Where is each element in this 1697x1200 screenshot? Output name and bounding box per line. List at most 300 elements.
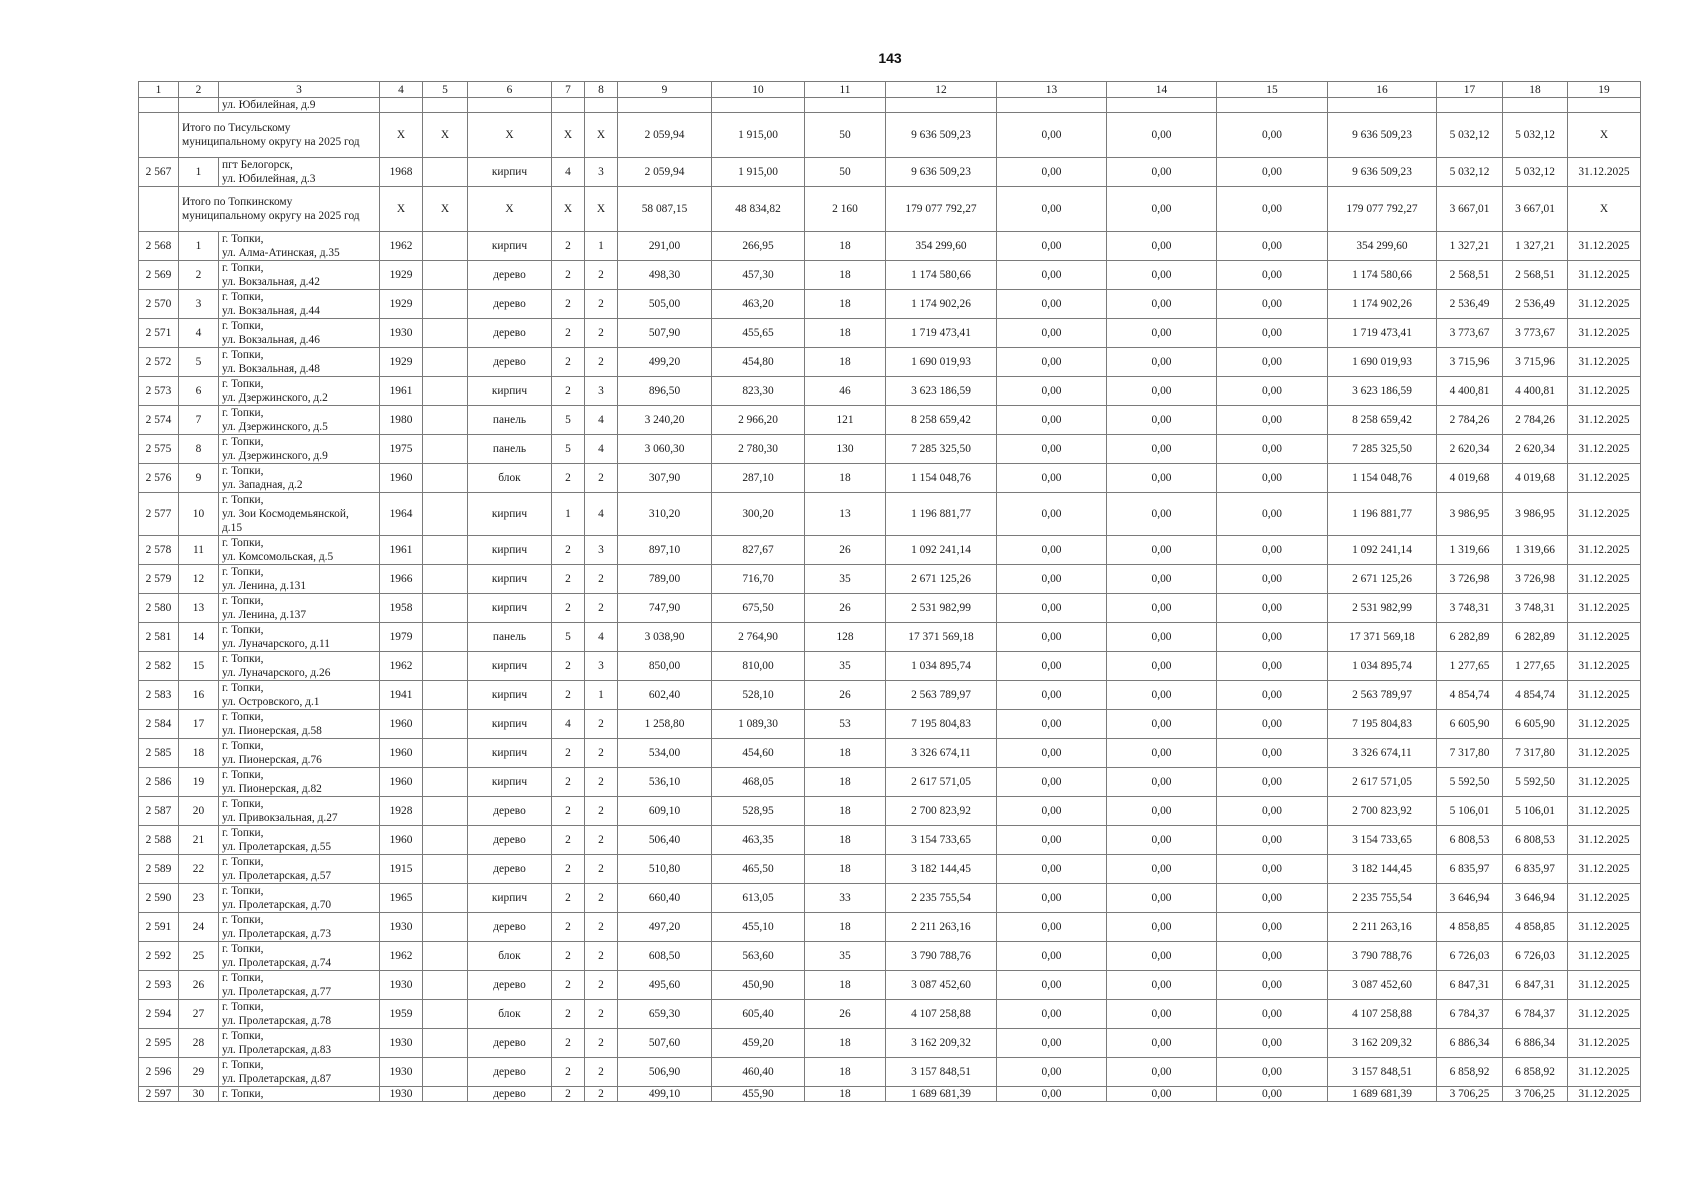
wall-material-cell: кирпич	[468, 377, 552, 406]
cost-total-cell: 2 211 263,16	[886, 913, 997, 942]
cost-13-cell: 0,00	[997, 261, 1107, 290]
column-number-5: 5	[423, 82, 468, 98]
total-area-cell: 506,90	[618, 1058, 712, 1087]
living-area-cell: 1 915,00	[712, 113, 805, 158]
cost-16-cell: 3 790 788,76	[1328, 942, 1437, 971]
cost-14-cell: 0,00	[1107, 1000, 1217, 1029]
col-5-cell	[423, 739, 468, 768]
cost-total-cell: 3 157 848,51	[886, 1058, 997, 1087]
address-line: ул. Западная, д.2	[222, 479, 303, 491]
cost-13-cell: 0,00	[997, 290, 1107, 319]
local-number-cell: 22	[179, 855, 219, 884]
floors-cell: 2	[552, 942, 585, 971]
cost-16-cell: 7 285 325,50	[1328, 435, 1437, 464]
cost-total-cell: 1 719 473,41	[886, 319, 997, 348]
residents-cell: 18	[805, 1058, 886, 1087]
wall-material-cell: дерево	[468, 855, 552, 884]
wall-material-cell: дерево	[468, 797, 552, 826]
row-number-cell: 2 570	[139, 290, 179, 319]
cost-16-cell: 1 689 681,39	[1328, 1087, 1437, 1102]
wall-material-cell: блок	[468, 942, 552, 971]
col-5-cell	[423, 493, 468, 536]
unit-cost-cell: 6 282,89	[1437, 623, 1503, 652]
unit-cost-limit-cell: 6 858,92	[1503, 1058, 1568, 1087]
cost-16-cell: 1 034 895,74	[1328, 652, 1437, 681]
cost-total-cell: 1 196 881,77	[886, 493, 997, 536]
address-line: ул. Пролетарская, д.57	[222, 870, 332, 882]
unit-cost-limit-cell: 6 605,90	[1503, 710, 1568, 739]
address-cell	[219, 319, 380, 348]
address-cell	[219, 1087, 380, 1102]
year-built-cell: Х	[380, 187, 423, 232]
deadline-cell: 31.12.2025	[1568, 739, 1641, 768]
row-number-cell: 2 587	[139, 797, 179, 826]
total-label: Итого по Тисульскому муниципальному округу на 2025 год	[179, 113, 380, 158]
cost-14-cell: 0,00	[1107, 710, 1217, 739]
residents-cell: 35	[805, 652, 886, 681]
residents-cell: 18	[805, 1087, 886, 1102]
total-area-cell: 507,90	[618, 319, 712, 348]
row-number-cell: 2 591	[139, 913, 179, 942]
residents-cell: 26	[805, 681, 886, 710]
address-cell	[219, 681, 380, 710]
table-row	[139, 1087, 1641, 1102]
unit-cost-cell: 6 726,03	[1437, 942, 1503, 971]
unit-cost-cell: 3 726,98	[1437, 565, 1503, 594]
address-line: г. Топки,	[222, 943, 264, 955]
address-cell	[219, 594, 380, 623]
floors-cell: Х	[552, 113, 585, 158]
floors-cell: 2	[552, 232, 585, 261]
cost-13-cell: 0,00	[997, 942, 1107, 971]
row-number-cell: 2 597	[139, 1087, 179, 1102]
address-line: ул. Вокзальная, д.46	[222, 334, 320, 346]
col-5-cell: Х	[423, 113, 468, 158]
housing-register-table	[138, 81, 1641, 1102]
wall-material-cell: кирпич	[468, 768, 552, 797]
unit-cost-limit-cell: 1 319,66	[1503, 536, 1568, 565]
row-number-cell: 2 572	[139, 348, 179, 377]
total-area-cell: 789,00	[618, 565, 712, 594]
floors-cell: 5	[552, 623, 585, 652]
year-built-cell: 1960	[380, 464, 423, 493]
unit-cost-cell: 3 646,94	[1437, 884, 1503, 913]
address-cell	[219, 464, 380, 493]
unit-cost-limit-cell: 3 706,25	[1503, 1087, 1568, 1102]
local-number-cell: 13	[179, 594, 219, 623]
residents-cell: 18	[805, 826, 886, 855]
deadline-cell: Х	[1568, 187, 1641, 232]
address-cell	[219, 826, 380, 855]
local-number-cell: 14	[179, 623, 219, 652]
unit-cost-limit-cell: 6 847,31	[1503, 971, 1568, 1000]
address-cell	[219, 971, 380, 1000]
row-number-cell: 2 584	[139, 710, 179, 739]
row-number-cell: 2 568	[139, 232, 179, 261]
address-line: ул. Пролетарская, д.73	[222, 928, 332, 940]
entrances-cell: 3	[585, 377, 618, 406]
deadline-cell: 31.12.2025	[1568, 1000, 1641, 1029]
deadline-cell: 31.12.2025	[1568, 623, 1641, 652]
living-area-cell: 810,00	[712, 652, 805, 681]
entrances-cell: 2	[585, 594, 618, 623]
cost-16-cell: 3 326 674,11	[1328, 739, 1437, 768]
row-number-cell: 2 576	[139, 464, 179, 493]
entrances-cell: 4	[585, 623, 618, 652]
col-5-cell	[423, 158, 468, 187]
table-row	[139, 435, 1641, 464]
floors-cell: 2	[552, 464, 585, 493]
cost-16-cell: 354 299,60	[1328, 232, 1437, 261]
unit-cost-cell: 4 858,85	[1437, 913, 1503, 942]
cost-14-cell: 0,00	[1107, 1087, 1217, 1102]
address-cell	[219, 158, 380, 187]
floors-cell: 2	[552, 1058, 585, 1087]
column-number-6: 6	[468, 82, 552, 98]
floors-cell: 2	[552, 1000, 585, 1029]
cost-total-cell: 3 790 788,76	[886, 942, 997, 971]
cost-15-cell: 0,00	[1217, 406, 1328, 435]
cost-13-cell: 0,00	[997, 855, 1107, 884]
address-line: ул. Луначарского, д.26	[222, 667, 331, 679]
floors-cell: 2	[552, 594, 585, 623]
residents-cell: 18	[805, 348, 886, 377]
address-line: г. Топки,	[222, 407, 264, 419]
unit-cost-cell: 2 536,49	[1437, 290, 1503, 319]
cost-16-cell: 3 087 452,60	[1328, 971, 1437, 1000]
unit-cost-limit-cell: 4 854,74	[1503, 681, 1568, 710]
cost-15-cell: 0,00	[1217, 710, 1328, 739]
residents-cell: 18	[805, 971, 886, 1000]
deadline-cell: 31.12.2025	[1568, 1087, 1641, 1102]
cost-13-cell: 0,00	[997, 623, 1107, 652]
local-number-cell: 1	[179, 158, 219, 187]
wall-material-cell: блок	[468, 464, 552, 493]
cost-15-cell: 0,00	[1217, 565, 1328, 594]
cost-total-cell: 3 087 452,60	[886, 971, 997, 1000]
living-area-cell: 2 780,30	[712, 435, 805, 464]
address-line: г. Топки,	[222, 798, 264, 810]
empty-cell	[179, 98, 219, 113]
total-area-cell: 3 038,90	[618, 623, 712, 652]
col-5-cell	[423, 565, 468, 594]
unit-cost-limit-cell: 3 667,01	[1503, 187, 1568, 232]
living-area-cell: 460,40	[712, 1058, 805, 1087]
cost-14-cell: 0,00	[1107, 435, 1217, 464]
residents-cell: 26	[805, 1000, 886, 1029]
total-area-cell: 506,40	[618, 826, 712, 855]
wall-material-cell: дерево	[468, 971, 552, 1000]
local-number-cell: 26	[179, 971, 219, 1000]
cost-15-cell: 0,00	[1217, 348, 1328, 377]
wall-material-cell: кирпич	[468, 594, 552, 623]
cost-16-cell: 9 636 509,23	[1328, 113, 1437, 158]
floors-cell: 2	[552, 536, 585, 565]
wall-material-cell: дерево	[468, 1087, 552, 1102]
total-area-cell: 536,10	[618, 768, 712, 797]
floors-cell: 1	[552, 493, 585, 536]
wall-material-cell: дерево	[468, 319, 552, 348]
cost-14-cell: 0,00	[1107, 348, 1217, 377]
cost-14-cell: 0,00	[1107, 536, 1217, 565]
entrances-cell: 3	[585, 652, 618, 681]
address-line: ул. Пролетарская, д.77	[222, 986, 332, 998]
residents-cell: 50	[805, 158, 886, 187]
floors-cell: 2	[552, 1029, 585, 1058]
unit-cost-cell: 4 854,74	[1437, 681, 1503, 710]
year-built-cell: 1960	[380, 739, 423, 768]
local-number-cell: 15	[179, 652, 219, 681]
table-row	[139, 710, 1641, 739]
entrances-cell: 2	[585, 884, 618, 913]
wall-material-cell: дерево	[468, 290, 552, 319]
entrances-cell: 2	[585, 797, 618, 826]
row-number-cell: 2 567	[139, 158, 179, 187]
residents-cell: 18	[805, 232, 886, 261]
cost-15-cell: 0,00	[1217, 884, 1328, 913]
address-line: ул. Пролетарская, д.74	[222, 957, 332, 969]
table-row	[139, 797, 1641, 826]
address-line: г. Топки,	[222, 1059, 264, 1071]
deadline-cell: 31.12.2025	[1568, 158, 1641, 187]
table-row	[139, 1058, 1641, 1087]
local-number-cell: 30	[179, 1087, 219, 1102]
living-area-cell: 468,05	[712, 768, 805, 797]
floors-cell: 2	[552, 739, 585, 768]
year-built-cell: 1915	[380, 855, 423, 884]
year-built-cell: 1929	[380, 290, 423, 319]
address-line: ул. Пионерская, д.82	[222, 783, 322, 795]
col-5-cell	[423, 1058, 468, 1087]
year-built-cell: 1964	[380, 493, 423, 536]
floors-cell: 2	[552, 855, 585, 884]
empty-cell	[1217, 98, 1328, 113]
deadline-cell: 31.12.2025	[1568, 797, 1641, 826]
unit-cost-limit-cell: 2 784,26	[1503, 406, 1568, 435]
col-5-cell	[423, 768, 468, 797]
cost-total-cell: 1 154 048,76	[886, 464, 997, 493]
address-line: ул. Луначарского, д.11	[222, 638, 330, 650]
entrances-cell: 2	[585, 1000, 618, 1029]
cost-13-cell: 0,00	[997, 348, 1107, 377]
cost-16-cell: 8 258 659,42	[1328, 406, 1437, 435]
year-built-cell: Х	[380, 113, 423, 158]
col-5-cell	[423, 319, 468, 348]
column-number-15: 15	[1217, 82, 1328, 98]
year-built-cell: 1968	[380, 158, 423, 187]
deadline-cell: 31.12.2025	[1568, 290, 1641, 319]
residents-cell: 35	[805, 565, 886, 594]
living-area-cell: 455,10	[712, 913, 805, 942]
address-line: пгт Белогорск,	[222, 159, 293, 171]
cost-16-cell: 1 174 902,26	[1328, 290, 1437, 319]
address-line: ул. Пролетарская, д.83	[222, 1044, 332, 1056]
entrances-cell: 2	[585, 565, 618, 594]
table-row	[139, 158, 1641, 187]
entrances-cell: 2	[585, 290, 618, 319]
entrances-cell: 1	[585, 681, 618, 710]
year-built-cell: 1930	[380, 1058, 423, 1087]
address-line: ул. Островского, д.1	[222, 696, 320, 708]
unit-cost-limit-cell: 3 726,98	[1503, 565, 1568, 594]
address-cell	[219, 1029, 380, 1058]
cost-13-cell: 0,00	[997, 435, 1107, 464]
unit-cost-cell: 6 605,90	[1437, 710, 1503, 739]
cost-14-cell: 0,00	[1107, 855, 1217, 884]
cost-13-cell: 0,00	[997, 1029, 1107, 1058]
unit-cost-cell: 1 327,21	[1437, 232, 1503, 261]
table-row	[139, 290, 1641, 319]
cost-13-cell: 0,00	[997, 232, 1107, 261]
continuation-address: ул. Юбилейная, д.9	[219, 98, 380, 113]
continuation-row	[139, 98, 1641, 113]
col-5-cell	[423, 797, 468, 826]
local-number-cell: 5	[179, 348, 219, 377]
address-line: г. Топки,	[222, 1088, 264, 1100]
address-cell	[219, 348, 380, 377]
unit-cost-limit-cell: 3 773,67	[1503, 319, 1568, 348]
local-number-cell: 3	[179, 290, 219, 319]
living-area-cell: 459,20	[712, 1029, 805, 1058]
floors-cell: 2	[552, 319, 585, 348]
row-number-cell: 2 588	[139, 826, 179, 855]
cost-14-cell: 0,00	[1107, 681, 1217, 710]
deadline-cell: 31.12.2025	[1568, 942, 1641, 971]
address-line: г. Топки,	[222, 494, 264, 506]
cost-total-cell: 3 162 209,32	[886, 1029, 997, 1058]
wall-material-cell: дерево	[468, 348, 552, 377]
table-body	[139, 82, 1641, 1102]
unit-cost-cell: 6 835,97	[1437, 855, 1503, 884]
column-number-9: 9	[618, 82, 712, 98]
cost-13-cell: 0,00	[997, 681, 1107, 710]
cost-total-cell: 7 285 325,50	[886, 435, 997, 464]
cost-total-cell: 7 195 804,83	[886, 710, 997, 739]
cost-16-cell: 2 211 263,16	[1328, 913, 1437, 942]
address-cell	[219, 855, 380, 884]
year-built-cell: 1980	[380, 406, 423, 435]
col-5-cell: Х	[423, 187, 468, 232]
row-number-cell: 2 596	[139, 1058, 179, 1087]
cost-15-cell: 0,00	[1217, 623, 1328, 652]
address-line: ул. Пионерская, д.76	[222, 754, 322, 766]
living-area-cell: 827,67	[712, 536, 805, 565]
entrances-cell: 2	[585, 942, 618, 971]
cost-13-cell: 0,00	[997, 187, 1107, 232]
table-row	[139, 406, 1641, 435]
unit-cost-cell: 7 317,80	[1437, 739, 1503, 768]
cost-14-cell: 0,00	[1107, 565, 1217, 594]
deadline-cell: 31.12.2025	[1568, 1029, 1641, 1058]
residents-cell: 18	[805, 913, 886, 942]
total-area-cell: 505,00	[618, 290, 712, 319]
cost-15-cell: 0,00	[1217, 261, 1328, 290]
row-number-cell: 2 573	[139, 377, 179, 406]
residents-cell: 46	[805, 377, 886, 406]
living-area-cell: 454,60	[712, 739, 805, 768]
cost-14-cell: 0,00	[1107, 1058, 1217, 1087]
living-area-cell: 2 966,20	[712, 406, 805, 435]
total-row	[139, 113, 1641, 158]
floors-cell: 2	[552, 377, 585, 406]
year-built-cell: 1929	[380, 348, 423, 377]
wall-material-cell: дерево	[468, 913, 552, 942]
local-number-cell: 4	[179, 319, 219, 348]
local-number-cell: 18	[179, 739, 219, 768]
col-5-cell	[423, 826, 468, 855]
col-5-cell	[423, 1000, 468, 1029]
address-line: ул. Ленина, д.137	[222, 609, 307, 621]
address-line: ул. Привокзальная, д.27	[222, 812, 338, 824]
unit-cost-limit-cell: 1 277,65	[1503, 652, 1568, 681]
unit-cost-limit-cell: 6 808,53	[1503, 826, 1568, 855]
local-number-cell: 12	[179, 565, 219, 594]
address-line: ул. Вокзальная, д.42	[222, 276, 320, 288]
year-built-cell: 1961	[380, 377, 423, 406]
cost-15-cell: 0,00	[1217, 536, 1328, 565]
address-cell	[219, 1000, 380, 1029]
floors-cell: 2	[552, 290, 585, 319]
address-cell	[219, 797, 380, 826]
cost-16-cell: 3 154 733,65	[1328, 826, 1437, 855]
row-number-cell: 2 592	[139, 942, 179, 971]
living-area-cell: 2 764,90	[712, 623, 805, 652]
floors-cell: 2	[552, 971, 585, 1000]
address-line: ул. Алма-Атинская, д.35	[222, 247, 340, 259]
cost-14-cell: 0,00	[1107, 652, 1217, 681]
living-area-cell: 1 915,00	[712, 158, 805, 187]
living-area-cell: 528,10	[712, 681, 805, 710]
deadline-cell: 31.12.2025	[1568, 768, 1641, 797]
floors-cell: 2	[552, 348, 585, 377]
cost-15-cell: 0,00	[1217, 377, 1328, 406]
residents-cell: 18	[805, 319, 886, 348]
row-number-cell: 2 582	[139, 652, 179, 681]
address-cell	[219, 913, 380, 942]
unit-cost-limit-cell: 6 784,37	[1503, 1000, 1568, 1029]
unit-cost-limit-cell: 5 106,01	[1503, 797, 1568, 826]
cost-total-cell: 1 174 902,26	[886, 290, 997, 319]
row-number-cell: 2 590	[139, 884, 179, 913]
total-area-cell: 747,90	[618, 594, 712, 623]
empty-cell	[380, 98, 423, 113]
living-area-cell: 454,80	[712, 348, 805, 377]
deadline-cell: 31.12.2025	[1568, 435, 1641, 464]
deadline-cell: 31.12.2025	[1568, 348, 1641, 377]
cost-total-cell: 2 700 823,92	[886, 797, 997, 826]
row-number-cell: 2 594	[139, 1000, 179, 1029]
year-built-cell: 1930	[380, 1087, 423, 1102]
empty-cell	[139, 187, 179, 232]
cost-15-cell: 0,00	[1217, 971, 1328, 1000]
year-built-cell: 1941	[380, 681, 423, 710]
col-5-cell	[423, 536, 468, 565]
unit-cost-limit-cell: 6 886,34	[1503, 1029, 1568, 1058]
address-line: ул. Юбилейная, д.3	[222, 173, 316, 185]
table-row	[139, 377, 1641, 406]
floors-cell: 2	[552, 1087, 585, 1102]
local-number-cell: 9	[179, 464, 219, 493]
wall-material-cell: кирпич	[468, 565, 552, 594]
cost-13-cell: 0,00	[997, 377, 1107, 406]
total-area-cell: 499,10	[618, 1087, 712, 1102]
cost-15-cell: 0,00	[1217, 594, 1328, 623]
page-number: 143	[878, 50, 902, 66]
unit-cost-cell: 2 568,51	[1437, 261, 1503, 290]
year-built-cell: 1975	[380, 435, 423, 464]
row-number-cell: 2 575	[139, 435, 179, 464]
floors-cell: 2	[552, 565, 585, 594]
